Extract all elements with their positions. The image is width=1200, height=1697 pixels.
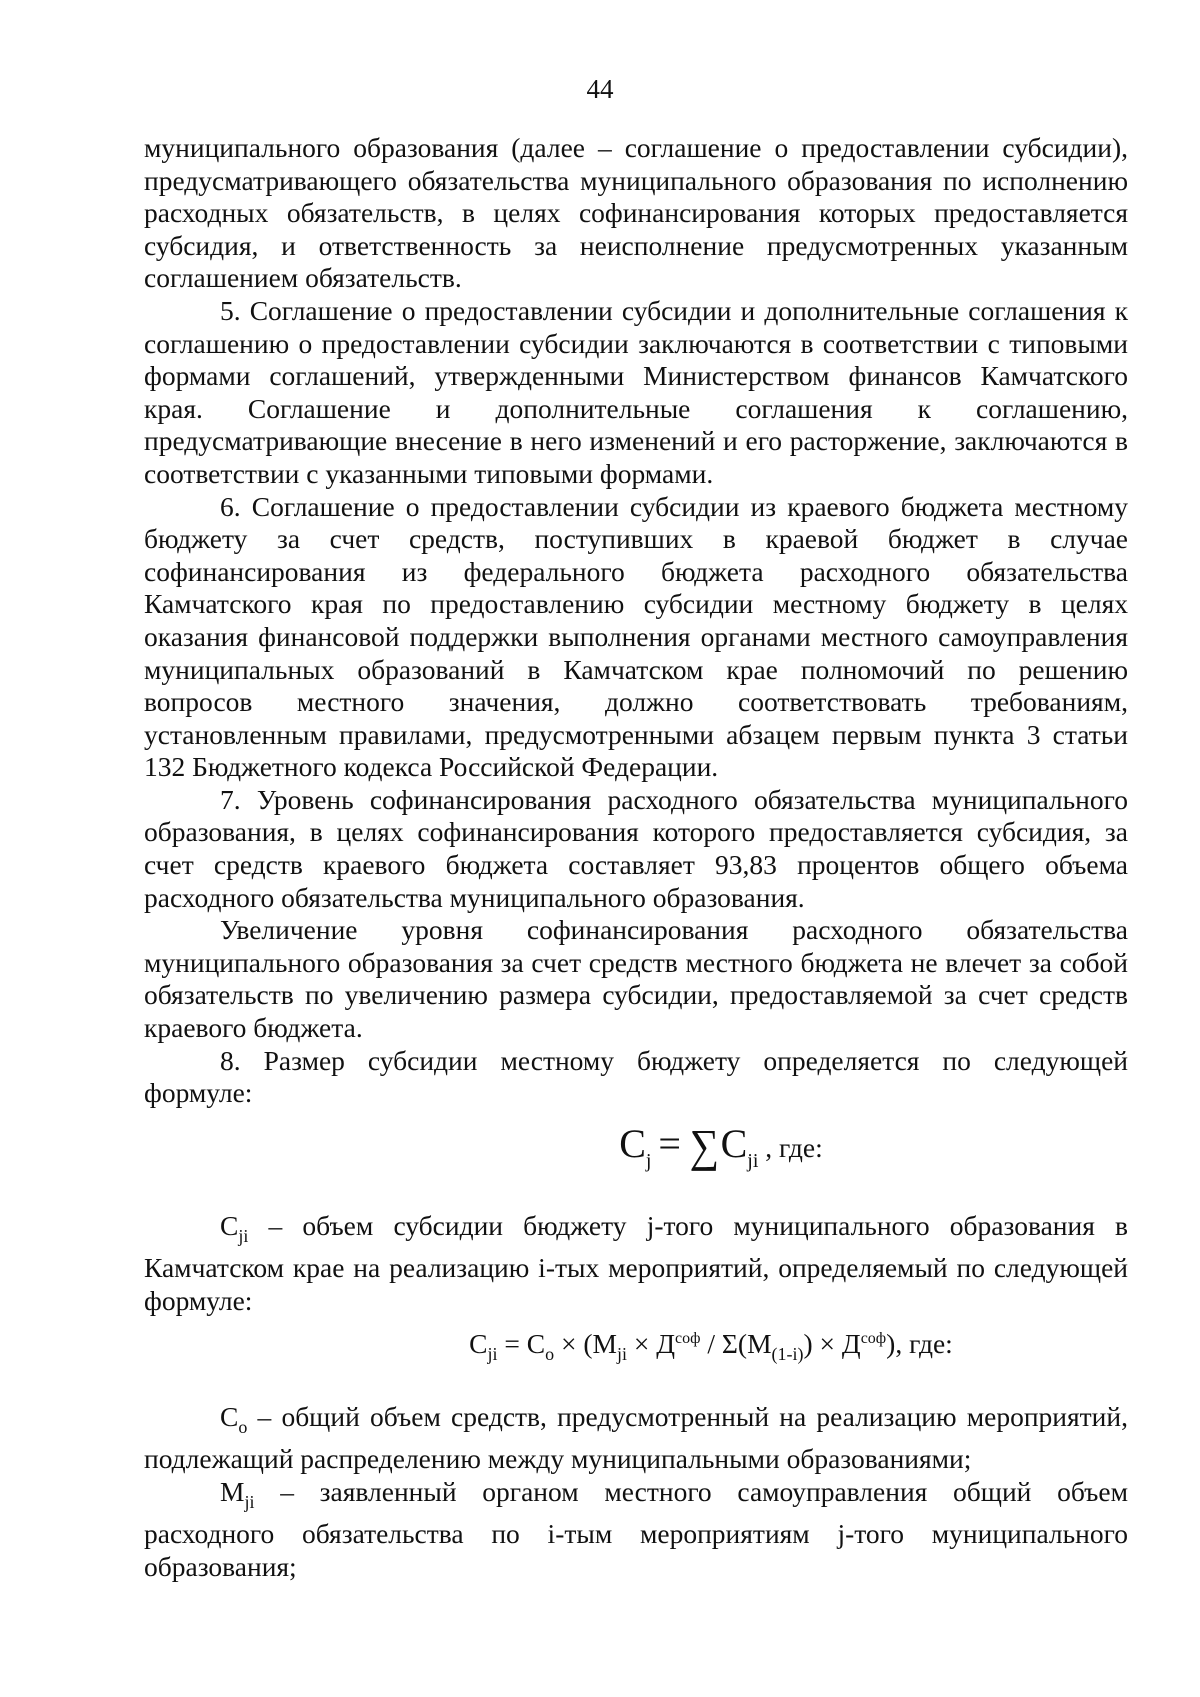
- term-mji: M: [220, 1475, 245, 1507]
- formula-cji-m2-sub: (1-i): [771, 1343, 804, 1364]
- formula-cji-m-sub: ji: [617, 1343, 628, 1364]
- formula-sum: [144, 1116, 1128, 1172]
- paragraph-mji-definition: [144, 1476, 1128, 1584]
- formula-cji-close-times-d: ) × Д: [803, 1327, 861, 1359]
- document-body: [144, 132, 1128, 1584]
- formula-cji-co-sub: o: [545, 1343, 555, 1364]
- term-co: C: [220, 1400, 239, 1432]
- formula-cji-c: C: [469, 1327, 488, 1359]
- term-mji-sub: ji: [244, 1491, 255, 1512]
- paragraph-cji-definition: [144, 1210, 1128, 1318]
- formula-sum-lhs: C: [619, 1120, 646, 1166]
- formula-cji-eq-co: = C: [497, 1327, 546, 1359]
- paragraph-cji-text: – объем субсидии бюджету j-того муниципального образования в Камчатском крае на реализацию i-тых мероприятий, определяемый по следующей формуле:: [144, 1209, 1128, 1316]
- paragraph-co-text: – общий объем средств, предусмотренный на реализацию мероприятий, подлежащий распределению между муниципальными образованиями;: [144, 1400, 1128, 1475]
- formula-sum-rhs: C: [720, 1120, 748, 1166]
- formula-sum-rhs-sub: ji: [747, 1149, 759, 1172]
- formula-cji-tail: ), где:: [886, 1327, 953, 1359]
- paragraph-co-definition: [144, 1401, 1128, 1476]
- formula-cji-times-d: × Д: [627, 1327, 676, 1359]
- formula-sum-eq: =: [658, 1120, 681, 1166]
- formula-sum-sigma: ∑: [689, 1119, 719, 1171]
- page-number: 44: [586, 74, 614, 104]
- formula-cji-c-sub: ji: [487, 1343, 498, 1364]
- formula-cji-times-m: × (M: [554, 1327, 617, 1359]
- formula-sum-tail: , где:: [765, 1131, 823, 1163]
- paragraph-7: 7. Уровень софинансирования расходного обязательства муниципального образования, в целях софинансирования которого предоставляется субсидия, за счет средств краевого бюджета составляет 93,83 процентов общего объема расходного обязательства муниципального образования.: [144, 783, 1128, 913]
- paragraph-6: 6. Соглашение о предоставлении субсидии из краевого бюджета местному бюджету за счет средств, поступивших в краевой бюджет в случае софинансирования из федерального бюджета расходного обязательства Камчатского края по предоставлению субсидии местному бюджету в целях оказания финансовой поддержки выполнения органами местного самоуправления муниципальных образований в Камчатском крае полномочий по решению вопросов местного значения, должно соответствовать требованиям, установленным правилами, предусмотренными абзацем первым пункта 3 статьи 132 Бюджетного кодекса Российской Федерации.: [144, 490, 1128, 783]
- term-co-sub: o: [238, 1416, 248, 1437]
- formula-cji-d2-sup: соф: [860, 1329, 887, 1347]
- term-cji: C: [220, 1209, 239, 1241]
- formula-cji-slash-sum: / Σ(M: [700, 1327, 772, 1359]
- term-cji-sub: ji: [238, 1225, 249, 1246]
- paragraph-mji-text: – заявленный органом местного самоуправления общий объем расходного обязательства по i-тым мероприятиям j-того муниципального образования;: [144, 1475, 1128, 1582]
- formula-cji: [144, 1322, 1128, 1371]
- formula-sum-lhs-sub: j: [645, 1149, 652, 1172]
- paragraph-7-increase: Увеличение уровня софинансирования расходного обязательства муниципального образования за счет средств местного бюджета не влечет за собой обязательств по увеличению размера субсидии, предоставляемой за счет средств краевого бюджета.: [144, 914, 1128, 1044]
- paragraph-continuation: муниципального образования (далее – соглашение о предоставлении субсидии), предусматривающего обязательства муниципального образования по исполнению расходных обязательств, в целях софинансирования которых предоставляется субсидия, и ответственность за неисполнение предусмотренных указанным соглашением обязательств.: [144, 132, 1128, 294]
- paragraph-5: 5. Соглашение о предоставлении субсидии и дополнительные соглашения к соглашению о предоставлении субсидии заключаются в соответствии с типовыми формами соглашений, утвержденными Министерством финансов Камчатского края. Соглашение и дополнительные соглашения к соглашению, предусматривающие внесение в него изменений и его расторжение, заключаются в соответствии с указанными типовыми формами.: [144, 294, 1128, 489]
- formula-cji-d-sup: соф: [675, 1329, 701, 1347]
- paragraph-8: 8. Размер субсидии местному бюджету определяется по следующей формуле:: [144, 1044, 1128, 1109]
